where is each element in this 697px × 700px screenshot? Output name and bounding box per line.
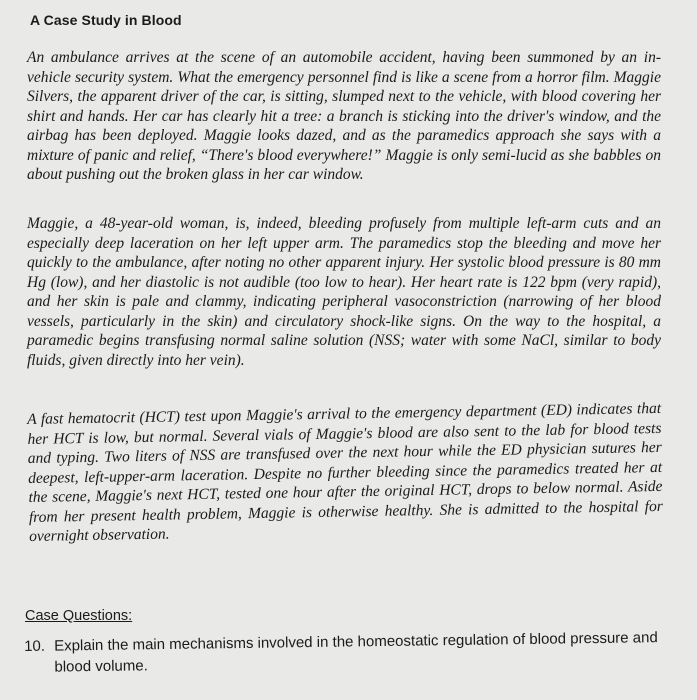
- case-questions-heading: Case Questions:: [25, 608, 133, 624]
- question-item: [24, 627, 693, 678]
- paragraph-hospital: A fast hematocrit (HCT) test upon Maggie's arrival to the emergency department (ED) indicates that her HCT is low, but normal. Several vials of Maggie's blood are also sent to the lab for blood tests and typing. Two liters of NSS are transfused over the next hour while the ED physician sutures her deepest, left-upper-arm laceration. Despite no further bleeding since the paramedics treated her at the scene, Maggie's next HCT, tested one hour after the original HCT, drops to below normal. Aside from her present health problem, Maggie is otherwise healthy. She is admitted to the hospital for overnight observation.: [27, 399, 663, 545]
- question-number: 10.: [24, 637, 46, 655]
- paragraph-scene: An ambulance arrives at the scene of an automobile accident, having been summoned by an in-vehicle security system. What the emergency personnel find is like a scene from a horror film. Maggie Silvers, the apparent driver of the car, is sitting, slumped next to the vehicle, with blood covering her shirt and hands. Her car has clearly hit a tree: a branch is sticking into the driver's window, and the airbag has been deployed. Maggie looks dazed, and as the paramedics approach she says with a mixture of panic and relief, “There's blood everywhere!” Maggie is only semi-lucid as she babbles on about pushing out the broken glass in her car window.: [27, 49, 661, 183]
- paragraph-condition: Maggie, a 48-year-old woman, is, indeed, bleeding profusely from multiple left-arm cuts and an especially deep laceration on her left upper arm. The paramedics stop the bleeding and move her quickly to the ambulance, after noting no other apparent injury. Her systolic blood pressure is 80 mm Hg (low), and her diastolic is not audible (too low to hear). Her heart rate is 122 bpm (very rapid), and her skin is pale and clammy, indicating peripheral vasoconstriction (narrowing of her blood vessels, particularly in the skin) and circulatory shock-like signs. On the way to the hospital, a paramedic begins transfusing normal saline solution (NSS; water with some NaCl, similar to body fluids, given directly into her vein).: [27, 215, 661, 369]
- case-study-title: A Case Study in Blood: [30, 12, 182, 28]
- question-text: Explain the main mechanisms involved in the homeostatic regulation of blood pressure and blood volume.: [54, 629, 658, 676]
